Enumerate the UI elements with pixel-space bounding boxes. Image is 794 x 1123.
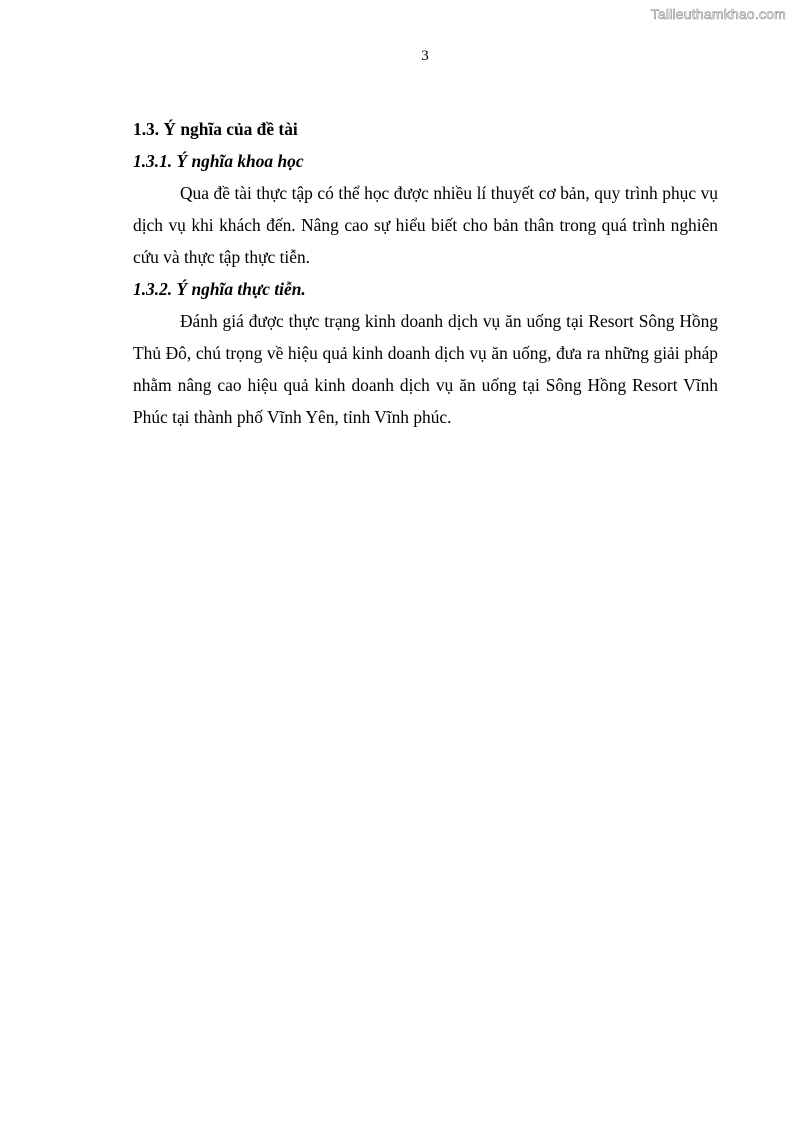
- subsection-heading-practical: 1.3.2. Ý nghĩa thực tiễn.: [133, 279, 306, 299]
- paragraph-practical: Đánh giá được thực trạng kinh doanh dịch vụ ăn uống tại Resort Sông Hồng Thủ Đô, chú trọng về hiệu quả kinh doanh dịch vụ ăn uống, đưa ra những giải pháp nhằm nâng cao hiệu quả kinh doanh dịch vụ ăn uống tại Sông Hồng Resort Vĩnh Phúc tại thành phố Vĩnh Yên, tỉnh Vĩnh phúc.: [133, 311, 718, 427]
- watermark-text: Tailieuthamkhao.com: [650, 6, 786, 22]
- section-heading: 1.3. Ý nghĩa của đề tài: [133, 119, 298, 139]
- page-number: 3: [421, 48, 429, 64]
- document-body: [133, 113, 718, 433]
- paragraph-scientific: Qua đề tài thực tập có thể học được nhiều lí thuyết cơ bản, quy trình phục vụ dịch vụ khi khách đến. Nâng cao sự hiểu biết cho bản thân trong quá trình nghiên cứu và thực tập thực tiễn.: [133, 183, 718, 267]
- subsection-heading-scientific: 1.3.1. Ý nghĩa khoa học: [133, 151, 304, 171]
